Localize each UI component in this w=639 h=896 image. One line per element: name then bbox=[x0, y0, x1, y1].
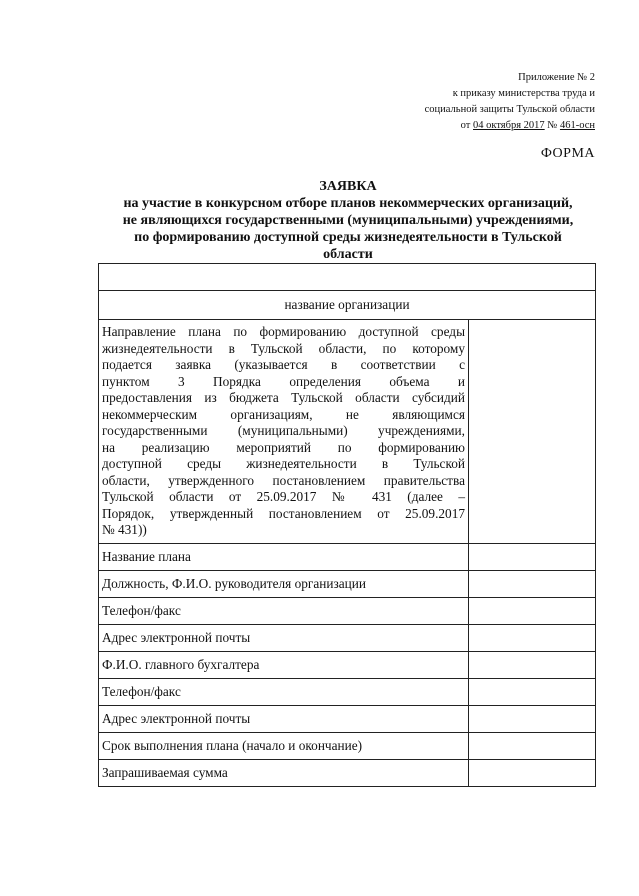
heading-line-3: по формированию доступной среды жизнедеятельности в Тульской bbox=[134, 230, 562, 245]
direction-line: подается заявка (указывается в соответствии с bbox=[102, 357, 465, 373]
heading-line-1: на участие в конкурсном отборе планов некоммерческих организаций, bbox=[123, 196, 573, 211]
org-name-caption-row bbox=[99, 291, 596, 320]
direction-value-cell[interactable] bbox=[469, 320, 596, 544]
plan-term-label: Срок выполнения плана (начало и окончание) bbox=[99, 733, 469, 760]
appendix-ministry: социальной защиты Тульской области bbox=[424, 104, 595, 115]
table-row bbox=[99, 625, 596, 652]
requested-amount-value-cell[interactable] bbox=[469, 760, 596, 787]
direction-line: доступной среды жизнедеятельности в Тульской bbox=[102, 456, 465, 472]
direction-line: предоставления из бюджета Тульской области субсидий bbox=[102, 390, 465, 406]
appendix-block bbox=[295, 70, 595, 134]
table-row bbox=[99, 760, 596, 787]
director-label: Должность, Ф.И.О. руководителя организации bbox=[99, 571, 469, 598]
direction-line: области, утвержденного постановлением правительства bbox=[102, 472, 465, 488]
table-row bbox=[99, 652, 596, 679]
accountant-phone-value-cell[interactable] bbox=[469, 679, 596, 706]
direction-line: некоммерческим организациям, не являющимся bbox=[102, 406, 465, 422]
direction-line: Направление плана по формированию доступной среды bbox=[102, 324, 465, 340]
application-form-table bbox=[98, 263, 596, 787]
direction-line: на реализацию мероприятий по формированию bbox=[102, 439, 465, 455]
appendix-date-line bbox=[295, 118, 595, 134]
table-row bbox=[99, 679, 596, 706]
appendix-date-prefix: от bbox=[460, 120, 471, 131]
direction-line: государственными (муниципальными) учреждениями, bbox=[102, 423, 465, 439]
accountant-label: Ф.И.О. главного бухгалтера bbox=[99, 652, 469, 679]
accountant-phone-label: Телефон/факс bbox=[99, 679, 469, 706]
director-email-label: Адрес электронной почты bbox=[99, 625, 469, 652]
heading-title: ЗАЯВКА bbox=[319, 179, 377, 194]
heading-line-2: не являющихся государственными (муниципальными) учреждениями, bbox=[122, 213, 574, 228]
form-label: ФОРМА bbox=[540, 146, 595, 161]
accountant-email-label: Адрес электронной почты bbox=[99, 706, 469, 733]
accountant-email-value-cell[interactable] bbox=[469, 706, 596, 733]
requested-amount-label: Запрашиваемая сумма bbox=[99, 760, 469, 787]
heading-line-4: области bbox=[323, 247, 373, 262]
direction-line: Порядок, утвержденный постановлением от 25.09.2017 bbox=[102, 505, 465, 521]
direction-line: № 431)) bbox=[102, 522, 147, 538]
direction-line: жизнедеятельности в Тульской области, по которому bbox=[102, 340, 465, 356]
table-row bbox=[99, 598, 596, 625]
director-email-value-cell[interactable] bbox=[469, 625, 596, 652]
direction-line: Тульской области от 25.09.2017 № 431 (далее – bbox=[102, 489, 465, 505]
director-value-cell[interactable] bbox=[469, 571, 596, 598]
appendix-number-sign: № bbox=[547, 120, 558, 131]
direction-line: пунктом 3 Порядка определения объема и bbox=[102, 373, 465, 389]
table-row bbox=[99, 733, 596, 760]
table-row bbox=[99, 320, 596, 544]
table-row bbox=[99, 571, 596, 598]
document-heading bbox=[98, 178, 598, 263]
plan-name-value-cell[interactable] bbox=[469, 544, 596, 571]
director-phone-value-cell[interactable] bbox=[469, 598, 596, 625]
appendix-number: 461-осн bbox=[559, 120, 595, 131]
direction-label bbox=[99, 320, 469, 544]
org-name-caption: название организации bbox=[99, 291, 596, 320]
plan-name-label: Название плана bbox=[99, 544, 469, 571]
appendix-date: 04 октября 2017 bbox=[473, 120, 545, 131]
accountant-value-cell[interactable] bbox=[469, 652, 596, 679]
appendix-title: Приложение № 2 bbox=[518, 72, 595, 83]
org-name-entry-cell[interactable] bbox=[99, 264, 596, 291]
plan-term-value-cell[interactable] bbox=[469, 733, 596, 760]
table-row bbox=[99, 706, 596, 733]
org-name-entry-row bbox=[99, 264, 596, 291]
director-phone-label: Телефон/факс bbox=[99, 598, 469, 625]
table-row bbox=[99, 544, 596, 571]
appendix-order-ref: к приказу министерства труда и bbox=[452, 88, 595, 99]
